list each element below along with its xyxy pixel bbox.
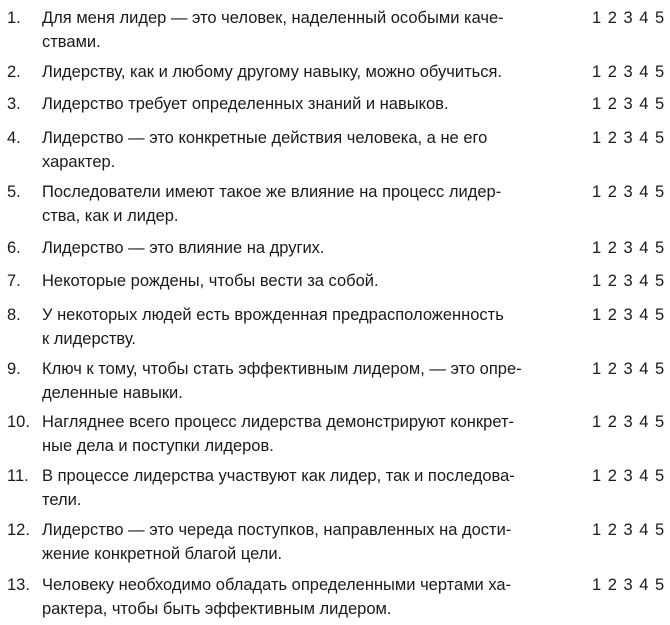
statement-text: [42, 180, 557, 228]
statement-text: [42, 60, 557, 84]
rating-scale: 1 2 3 4 5: [592, 183, 665, 201]
statement-line: Ключ к тому, чтобы стать эффективным лидером, — это опре-: [42, 360, 522, 378]
rating-scale: 1 2 3 4 5: [592, 360, 665, 378]
statement-line: ные дела и поступки лидеров.: [42, 437, 274, 455]
statement-line: ствами.: [42, 33, 101, 51]
statement-text: [42, 518, 557, 566]
rating-scale: 1 2 3 4 5: [592, 521, 665, 539]
rating-scale: 1 2 3 4 5: [592, 576, 665, 594]
statement-number: 7.: [7, 272, 21, 290]
statement-number: 4.: [7, 129, 21, 147]
statement-line: Последователи имеют такое же влияние на процесс лидер-: [42, 183, 502, 201]
statement-line: Лидерство — это череда поступков, направленных на дости-: [42, 521, 512, 539]
statement-line: Лидерство — это влияние на других.: [42, 239, 325, 257]
statement-line: В процессе лидерства участвуют как лидер, так и последова-: [42, 467, 515, 485]
statement-text: [42, 303, 557, 351]
statement-line: Нагляднее всего процесс лидерства демонстрируют конкрет-: [42, 413, 514, 431]
statement-text: [42, 6, 557, 54]
statement-line: Для меня лидер — это человек, наделенный особыми каче-: [42, 9, 504, 27]
statement-line: Лидерство требует определенных знаний и навыков.: [42, 95, 449, 113]
statement-number: 8.: [7, 306, 21, 324]
statement-number: 3.: [7, 95, 21, 113]
rating-scale: 1 2 3 4 5: [592, 413, 665, 431]
statement-text: [42, 464, 557, 512]
statement-number: 13.: [7, 576, 30, 594]
statement-line: Лидерству, как и любому другому навыку, можно обучиться.: [42, 63, 503, 81]
statement-number: 2.: [7, 63, 21, 81]
statement-number: 11.: [7, 467, 29, 485]
rating-scale: 1 2 3 4 5: [592, 129, 665, 147]
statement-line: жение конкретной благой цели.: [42, 545, 283, 563]
statement-number: 9.: [7, 360, 21, 378]
rating-scale: 1 2 3 4 5: [592, 239, 665, 257]
statement-text: [42, 269, 557, 293]
rating-scale: 1 2 3 4 5: [592, 306, 665, 324]
statement-text: [42, 126, 557, 174]
statement-line: Некоторые рождены, чтобы вести за собой.: [42, 272, 379, 290]
statement-line: Лидерство — это конкретные действия человека, а не его: [42, 129, 488, 147]
statement-number: 10.: [7, 413, 30, 431]
rating-scale: 1 2 3 4 5: [592, 63, 665, 81]
statement-line: ства, как и лидер.: [42, 207, 179, 225]
statement-line: характер.: [42, 153, 116, 171]
rating-scale: 1 2 3 4 5: [592, 95, 665, 113]
statement-number: 6.: [7, 239, 21, 257]
statement-line: деленные навыки.: [42, 384, 183, 402]
statement-number: 5.: [7, 183, 21, 201]
rating-scale: 1 2 3 4 5: [592, 9, 665, 27]
statement-text: [42, 357, 557, 405]
statement-line: к лидерству.: [42, 330, 137, 348]
statement-line: тели.: [42, 491, 82, 509]
rating-scale: 1 2 3 4 5: [592, 467, 665, 485]
statement-text: [42, 92, 557, 116]
statement-number: 1.: [7, 9, 21, 27]
statement-line: Человеку необходимо обладать определенными чертами ха-: [42, 576, 512, 594]
statement-text: [42, 573, 557, 621]
rating-scale: 1 2 3 4 5: [592, 272, 665, 290]
statement-number: 12.: [7, 521, 30, 539]
statement-text: [42, 236, 557, 260]
statement-text: [42, 410, 557, 458]
statement-line: рактера, чтобы быть эффективным лидером.: [42, 600, 392, 618]
statement-line: У некоторых людей есть врожденная предрасположенность: [42, 306, 504, 324]
